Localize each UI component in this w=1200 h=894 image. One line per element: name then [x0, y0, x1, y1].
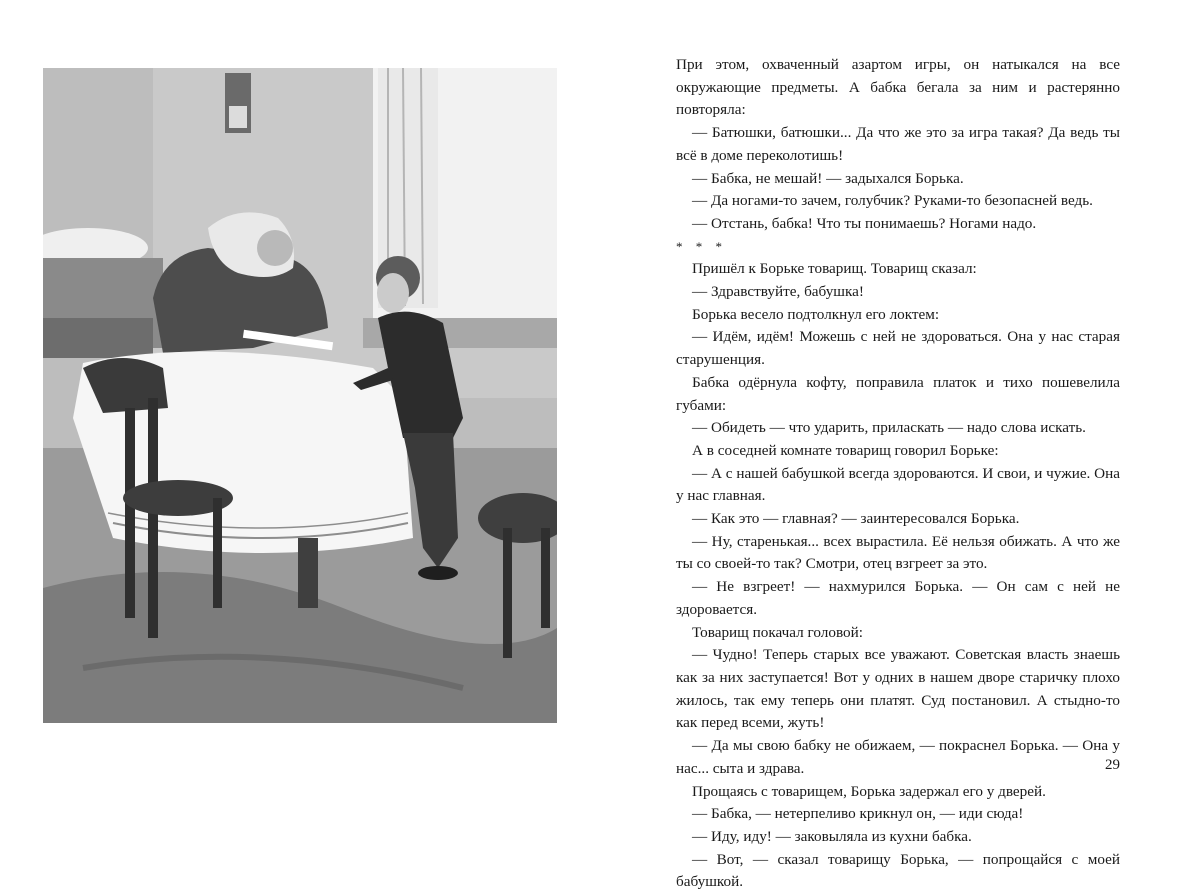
paragraph: Пришёл к Борьке товарищ. Товарищ сказал: — [692, 260, 977, 278]
paragraph: Бабка одёрнула кофту, поправила платок и тихо пошевелила губами: — [676, 373, 1120, 414]
paragraph: Прощаясь с товарищем, Борька задержал его у дверей. — [692, 782, 1046, 800]
paragraph: — Бабка, не мешай! — задыхался Борька. — [692, 169, 964, 187]
paragraph: — Идём, идём! Можешь с ней не здороваться. Она у нас старая старушенция. — [676, 328, 1120, 369]
paragraph: — Ну, старенькая... всех вырастила. Её нельзя обижать. А что же ты со своей-то так? Смотри, отец взгреет за это. — [676, 532, 1120, 573]
paragraph: — Не взгреет! — нахмурился Борька. — Он сам с ней не здоровается. — [676, 578, 1120, 618]
paragraph: А в соседней комнате товарищ говорил Борьке: — [692, 441, 999, 459]
section-separator: * * * — [676, 238, 727, 254]
paragraph: — Да ногами-то зачем, голубчик? Руками-то безопасней ведь. — [692, 192, 1093, 210]
paragraph: Борька весело подтолкнул его локтем: — [692, 305, 940, 323]
paragraph: — Отстань, бабка! Что ты понимаешь? Ногами надо. — [692, 214, 1037, 232]
paragraph: — Да мы свою бабку не обижаем, — покраснел Борька. — Она у нас... сыта и здрава. — [676, 737, 1120, 777]
paragraph: — А с нашей бабушкой всегда здороваются. И свои, и чужие. Она у нас главная. — [676, 464, 1120, 505]
paragraph: — Чудно! Теперь старых все уважают. Советская власть знаешь как за них заступается! Вот у одних в нашем дворе старичку плохо жилось, так ему теперь они платят. Суд постановил. А стыдно-то как перед всеми, жуть! — [676, 646, 1120, 732]
text-column — [676, 54, 1120, 894]
paragraph: — Бабка, — нетерпеливо крикнул он, — иди сюда! — [692, 805, 1024, 823]
illustration-drawing — [43, 68, 557, 723]
paragraph: Товарищ покачал головой: — [692, 623, 863, 641]
paragraph: — Вот, — сказал товарищу Борька, — попрощайся с моей бабушкой. — [676, 850, 1120, 891]
illustration — [43, 68, 557, 723]
page-number: 29 — [1105, 757, 1120, 773]
paragraph: — Иду, иду! — заковыляла из кухни бабка. — [692, 827, 972, 845]
paragraph: — Здравствуйте, бабушка! — [692, 283, 864, 301]
paragraph: При этом, охваченный азартом игры, он натыкался на все окружающие предметы. А бабка бегала за ним и растерянно повторяла: — [676, 56, 1120, 119]
paragraph: — Как это — главная? — заинтересовался Борька. — [692, 510, 1020, 528]
paragraph: — Батюшки, батюшки... Да что же это за игра такая? Да ведь ты всё в доме переколотишь! — [676, 124, 1120, 164]
paragraph: — Обидеть — что ударить, приласкать — надо слова искать. — [692, 419, 1086, 437]
